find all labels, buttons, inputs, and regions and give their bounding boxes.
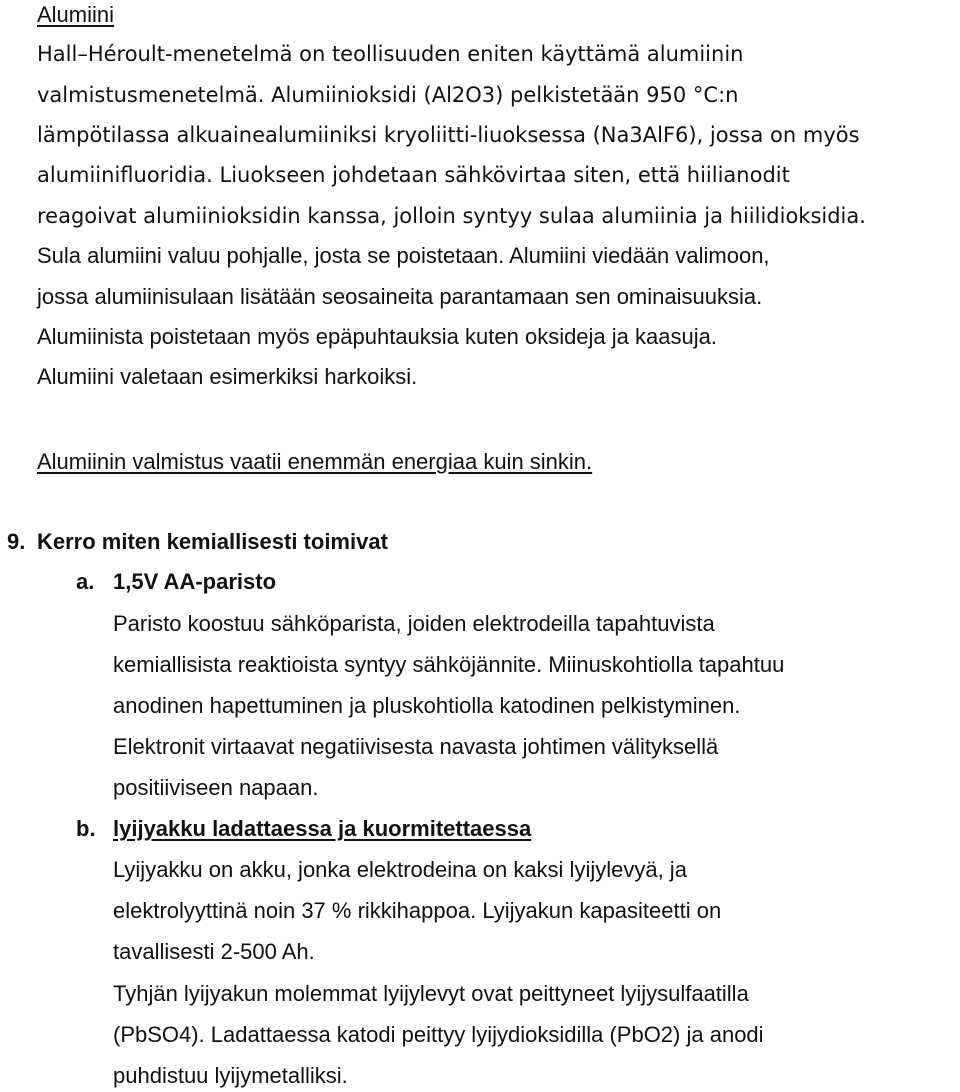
item-a-line: kemiallisista reaktioista syntyy sähköjännite. Miinuskohtiolla tapahtuu <box>113 652 785 677</box>
paragraph-line: Hall–Héroult-menetelmä on teollisuuden eniten käyttämä alumiinin <box>37 42 744 66</box>
aluminium-conclusion: Alumiinin valmistus vaatii enemmän energiaa kuin sinkin. <box>37 449 593 474</box>
item-letter-b: b. <box>76 816 96 841</box>
paragraph-line: valmistusmenetelmä. Alumiinioksidi (Al2O3) pelkistetään 950 °C:n <box>37 83 739 107</box>
paragraph-line: Sula alumiini valuu pohjalle, josta se poistetaan. Alumiini viedään valimoon, <box>37 243 770 268</box>
item-b-line: tavallisesti 2-500 Ah. <box>113 939 315 964</box>
paragraph-line: reagoivat alumiinioksidin kanssa, jolloin syntyy sulaa alumiinia ja hiilidioksidia. <box>37 204 866 228</box>
item-a-line: positiiviseen napaan. <box>113 775 319 800</box>
paragraph-line: lämpötilassa alkuainealumiiniksi kryoliitti-liuoksessa (Na3AlF6), jossa on myös <box>37 123 860 147</box>
item-a-line: Paristo koostuu sähköparista, joiden elektrodeilla tapahtuvista <box>113 611 715 636</box>
paragraph-line: jossa alumiinisulaan lisätään seosaineita parantamaan sen ominaisuuksia. <box>37 284 763 309</box>
item-b-line: Lyijyakku on akku, jonka elektrodeina on kaksi lyijylevyä, ja <box>113 857 687 882</box>
question-title: Kerro miten kemiallisesti toimivat <box>37 529 388 554</box>
item-a-line: anodinen hapettuminen ja pluskohtiolla katodinen pelkistyminen. <box>113 693 741 718</box>
item-b-line: puhdistuu lyijymetalliksi. <box>113 1063 348 1088</box>
paragraph-line: Alumiini valetaan esimerkiksi harkoiksi. <box>37 364 418 389</box>
item-a-line: Elektronit virtaavat negatiivisesta navasta johtimen välityksellä <box>113 734 719 759</box>
item-b-line: Tyhjän lyijyakun molemmat lyijylevyt ovat peittyneet lyijysulfaatilla <box>113 981 749 1006</box>
item-title-a: 1,5V AA-paristo <box>113 569 277 594</box>
question-number: 9. <box>7 529 26 554</box>
section-heading-aluminium: Alumiini <box>37 2 115 27</box>
paragraph-line: alumiinifluoridia. Liuokseen johdetaan sähkövirtaa siten, että hiilianodit <box>37 163 790 187</box>
item-letter-a: a. <box>76 569 95 594</box>
paragraph-line: Alumiinista poistetaan myös epäpuhtauksia kuten oksideja ja kaasuja. <box>37 324 717 349</box>
item-b-line: (PbSO4). Ladattaessa katodi peittyy lyijydioksidilla (PbO2) ja anodi <box>113 1022 764 1047</box>
item-title-b: lyijyakku ladattaessa ja kuormitettaessa <box>113 816 532 841</box>
item-b-line: elektrolyyttinä noin 37 % rikkihappoa. Lyijyakun kapasiteetti on <box>113 898 722 923</box>
